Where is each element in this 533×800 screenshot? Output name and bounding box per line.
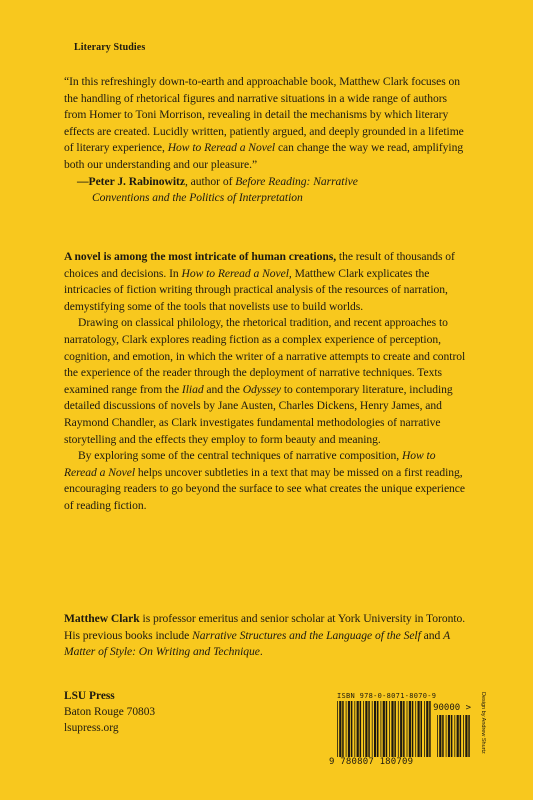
category-label: Literary Studies — [74, 42, 146, 53]
quote-book-title: How to Reread a Novel — [167, 141, 276, 155]
description-paragraph: Drawing on classical philology, the rhetorical tradition, and recent approaches to narratology, Clark explores reading fiction as a complex experience of perception, cognition, and emotion, in which the writer of a narrative attempts to create and control the experience of the reader through the deployment of narrative techniques. Texts examined range from the Iliad and the Odyssey to contemporary literature, including detailed discussions of novels by Jane Austen, Charles Dickens, Henry James, and Raymond Chandler, as Clark investigates fundamental methodologies of narrative storytelling and the effects they employ to form beauty and meaning. — [64, 316, 466, 446]
barcode-bar — [372, 701, 373, 757]
barcode-bar — [457, 715, 459, 757]
author-bio: Matthew Clark is professor emeritus and senior scholar at York University in Toronto. His previous books include Narrative Structures and the Language of the Self and A Matter of Style: On Writing and Technique. — [64, 612, 466, 659]
barcode-bar — [460, 715, 462, 757]
barcode-bar — [394, 701, 396, 757]
ean-digits: 9 780807 180709 — [329, 757, 414, 767]
publisher-block — [64, 688, 155, 737]
publisher-name: LSU Press — [64, 690, 115, 702]
barcode-bar — [400, 701, 402, 757]
barcode-bar — [407, 701, 408, 757]
barcode-bar — [442, 715, 444, 757]
publisher-city: Baton Rouge 70803 — [64, 706, 156, 719]
barcode-bar — [351, 701, 353, 757]
barcode-bar — [365, 701, 367, 757]
barcode-bar — [368, 701, 370, 757]
barcode-bar — [426, 701, 428, 757]
barcode-bar — [357, 701, 359, 757]
isbn-text: ISBN 978-0-8071-8070-9 — [337, 692, 437, 700]
price-barcode-bars — [437, 715, 471, 757]
barcode-bar — [374, 701, 376, 757]
barcode-bar — [451, 715, 453, 757]
quote-attribution: —Peter J. Rabinowitz, author of Before Reading: Narrative — [77, 174, 358, 188]
barcode-bar — [381, 701, 382, 757]
description-paragraph: By exploring some of the central techniques of narrative composition, How to Reread a Novel helps uncover subtleties in a text that may be missed on a first reading, encouraging readers to go beyond the surface to see what creates the unique experience of reading fiction. — [64, 449, 465, 512]
quote-attribution-continued: Conventions and the Politics of Interpretation — [92, 191, 303, 205]
barcode-bar — [348, 701, 350, 757]
barcode-bar — [389, 701, 390, 757]
barcode-bar — [463, 715, 464, 757]
barcode-bar — [360, 701, 362, 757]
barcode-bar — [339, 701, 341, 757]
barcode-bar — [363, 701, 364, 757]
barcode-bar — [386, 701, 388, 757]
barcode-bar — [337, 701, 338, 757]
barcode-bar — [424, 701, 425, 757]
barcode-bar — [342, 701, 344, 757]
quote-text: “In this refreshingly down-to-earth and approachable book, Matthew Clark focuses on the handling of rhetorical figures and narrative situations in a wide range of authors from Homer to Toni Morrison, revealing in detail the mechanisms by which literary effects are created. Lucidly written, patiently argued, and deeply grounded in a lifetime of literary experience, How to Reread a Novel can change the way we read, amplifying both our understanding and our pleasure.” — [64, 75, 464, 171]
barcode-bar — [468, 715, 470, 757]
barcode-bar — [446, 715, 447, 757]
barcode-bar — [377, 701, 379, 757]
design-credit: Design by Andrew Shurtz — [480, 692, 486, 754]
barcode-bar — [465, 715, 467, 757]
barcode-bar — [454, 715, 455, 757]
isbn-barcode — [329, 693, 474, 771]
publisher-url: lsupress.org — [64, 722, 119, 735]
barcode-bar — [448, 715, 450, 757]
barcode-bar — [439, 715, 441, 757]
barcode-bar — [418, 701, 420, 757]
author-name: Matthew Clark — [64, 612, 140, 625]
barcode-bar — [403, 701, 405, 757]
book-description — [64, 249, 469, 515]
barcode-bar — [412, 701, 414, 757]
barcode-bar — [391, 701, 393, 757]
barcode-bar — [398, 701, 399, 757]
barcode-bar — [354, 701, 355, 757]
description-paragraph: A novel is among the most intricate of human creations, the result of thousands of choices and decisions. In How to Reread a Novel, Matthew Clark explicates the intricacies of fiction writing through practical analysis of the resources of narration, demystifying some of the tools that novelists use to build worlds. — [64, 250, 455, 313]
barcode-bar — [429, 701, 431, 757]
endorser-name: —Peter J. Rabinowitz — [77, 174, 185, 188]
barcode-bar — [409, 701, 411, 757]
barcode-bar — [383, 701, 385, 757]
barcode-bar — [346, 701, 347, 757]
endorsement-quote — [64, 74, 469, 207]
barcode-bar — [421, 701, 423, 757]
price-code: 90000 > — [433, 703, 471, 713]
endorser-book-title: Before Reading: Narrative — [235, 174, 358, 188]
barcode-bar — [415, 701, 416, 757]
barcode-bar — [437, 715, 438, 757]
barcode-bars — [337, 701, 433, 757]
